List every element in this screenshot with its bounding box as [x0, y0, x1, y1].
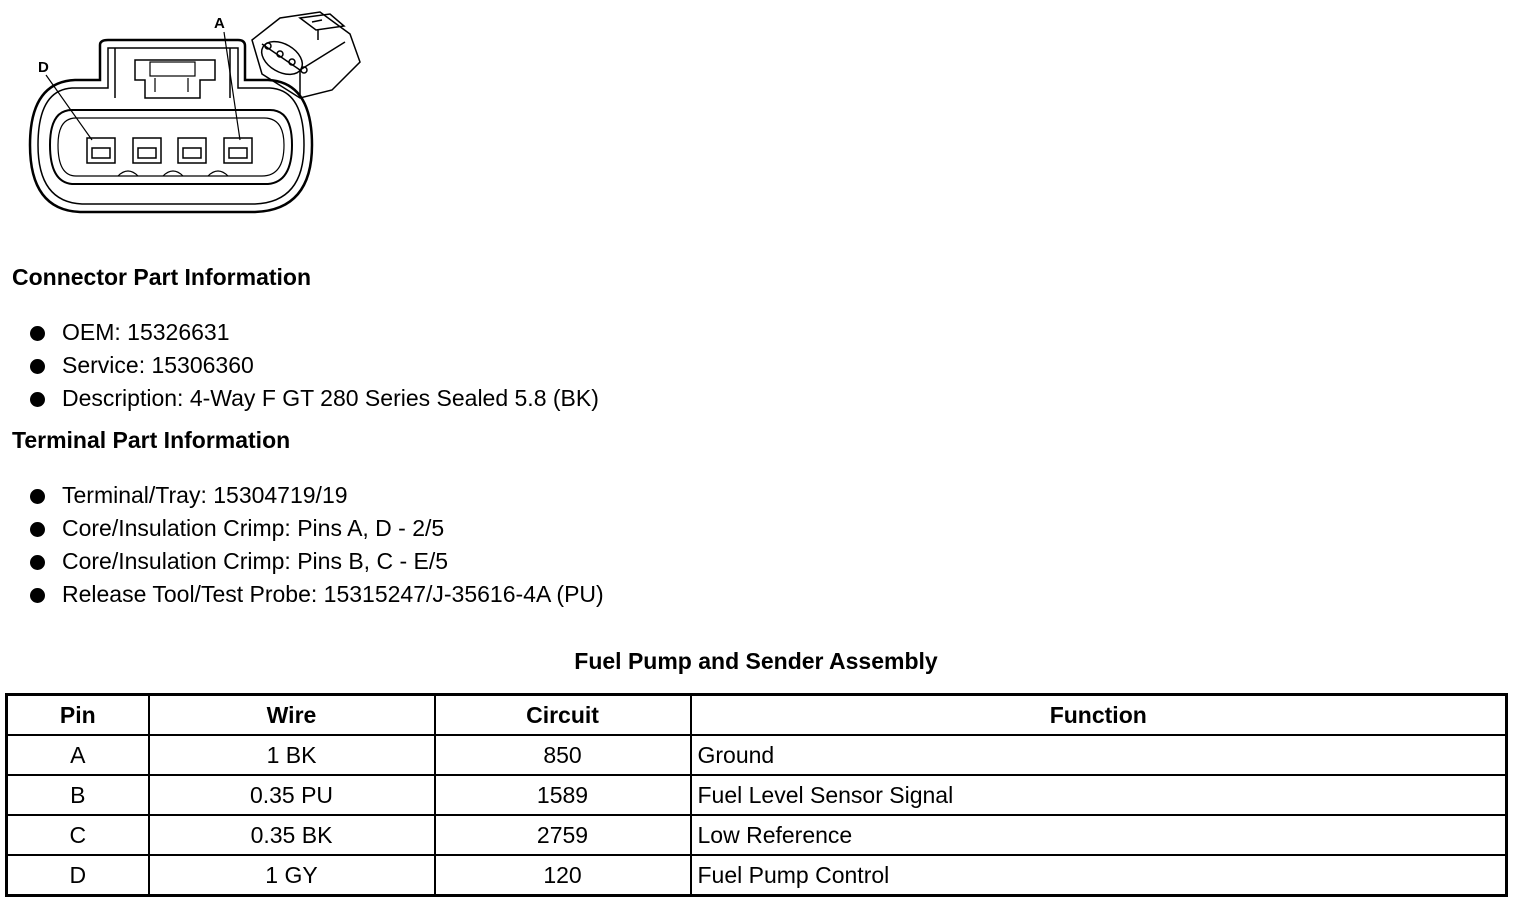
bullet-icon [30, 522, 45, 537]
function-cell: Fuel Level Sensor Signal [691, 775, 1507, 815]
bullet-icon [30, 392, 45, 407]
circuit-cell: 120 [435, 855, 691, 896]
list-item: Terminal/Tray: 15304719/19 [30, 479, 604, 512]
pinout-table [5, 693, 1508, 897]
pin-cell: D [7, 855, 149, 896]
list-item: OEM: 15326631 [30, 316, 599, 349]
list-item: Core/Insulation Crimp: Pins A, D - 2/5 [30, 512, 604, 545]
column-header-circuit: Circuit [435, 695, 691, 736]
pin-cell: B [7, 775, 149, 815]
wire-cell: 0.35 PU [149, 775, 435, 815]
circuit-cell: 1589 [435, 775, 691, 815]
table-row [7, 815, 1507, 855]
pin-label-d: D [38, 59, 49, 76]
bullet-icon [30, 588, 45, 603]
list-item: Core/Insulation Crimp: Pins B, C - E/5 [30, 545, 604, 578]
terminal-info-list [30, 479, 604, 611]
circuit-cell: 850 [435, 735, 691, 775]
function-cell: Low Reference [691, 815, 1507, 855]
wire-cell: 0.35 BK [149, 815, 435, 855]
connector-info-list [30, 316, 599, 415]
pin-cell: C [7, 815, 149, 855]
connector-diagram [0, 0, 380, 230]
bullet-icon [30, 555, 45, 570]
bullet-icon [30, 326, 45, 341]
pin-cell: A [7, 735, 149, 775]
list-item: Description: 4-Way F GT 280 Series Sealed 5.8 (BK) [30, 382, 599, 415]
terminal-info-heading: Terminal Part Information [12, 427, 291, 453]
table-title: Fuel Pump and Sender Assembly [574, 648, 938, 674]
column-header-function: Function [691, 695, 1507, 736]
table-header-row [7, 695, 1507, 736]
wire-cell: 1 GY [149, 855, 435, 896]
bullet-icon [30, 489, 45, 504]
circuit-cell: 2759 [435, 815, 691, 855]
function-cell: Fuel Pump Control [691, 855, 1507, 896]
list-item: Release Tool/Test Probe: 15315247/J-35616-4A (PU) [30, 578, 604, 611]
table-row [7, 775, 1507, 815]
terminal-cavities [87, 138, 252, 163]
bullet-icon [30, 359, 45, 374]
column-header-wire: Wire [149, 695, 435, 736]
function-cell: Ground [691, 735, 1507, 775]
table-row [7, 855, 1507, 896]
pin-label-a: A [214, 15, 225, 32]
column-header-pin: Pin [7, 695, 149, 736]
connector-info-heading: Connector Part Information [12, 264, 312, 290]
table-row [7, 735, 1507, 775]
connector-isometric-view [252, 12, 360, 98]
wire-cell: 1 BK [149, 735, 435, 775]
list-item: Service: 15306360 [30, 349, 599, 382]
